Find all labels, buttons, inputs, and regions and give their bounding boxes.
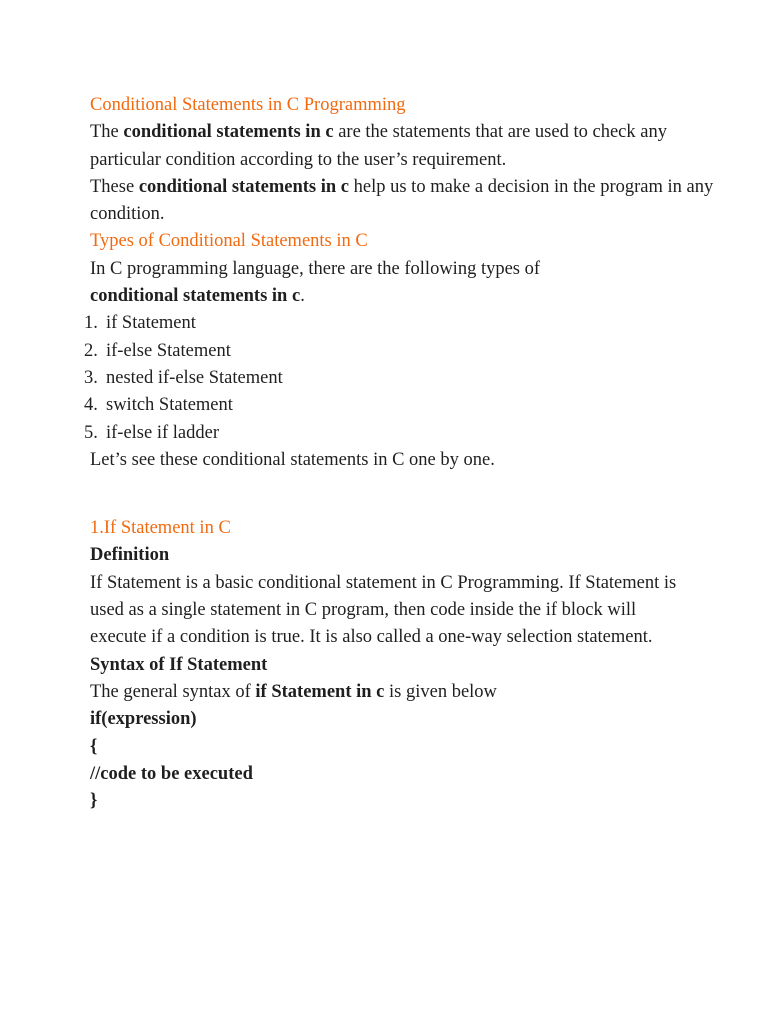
definition-label-text: Definition <box>90 545 170 566</box>
section-spacer <box>90 474 730 515</box>
list-item-label: if-else if ladder <box>106 422 219 443</box>
intro-p2-text-a: These <box>90 176 139 197</box>
definition-label <box>90 542 730 569</box>
syntax-lead-text-c: is given below <box>384 681 497 702</box>
list-item-number: 1. <box>84 313 98 334</box>
list-item-number: 2. <box>84 340 98 361</box>
list-item-label: if-else Statement <box>106 340 231 361</box>
code-line: if(expression) <box>90 709 197 730</box>
intro-p1-text-a: The <box>90 122 124 143</box>
types-lead <box>90 256 560 311</box>
types-lead-bold: conditional statements in c <box>90 286 301 307</box>
definition-paragraph: If Statement is a basic conditional statement in C Programming. If Statement is used as a single statement in C program, then code inside the if block will execute if a condition is true. It is also called a one-way selection statement. <box>90 572 677 648</box>
syntax-label-text: Syntax of If Statement <box>90 654 268 675</box>
code-line: { <box>90 736 98 757</box>
list-item <box>84 310 730 337</box>
intro-heading: Conditional Statements in C Programming <box>90 95 406 115</box>
if-section-heading: 1.If Statement in C <box>90 518 231 539</box>
intro-paragraph-2 <box>90 174 730 229</box>
list-item <box>84 392 730 419</box>
intro-p1-text-c: are the statements that are used to check any particular condition according to the user’s requirement. <box>90 122 667 170</box>
code-line: //code to be executed <box>90 763 253 784</box>
list-item <box>84 365 730 392</box>
syntax-lead-text-a: The general syntax of <box>90 681 256 702</box>
types-list <box>84 310 730 446</box>
list-item <box>84 338 730 365</box>
list-item-label: nested if-else Statement <box>106 367 283 388</box>
syntax-lead-bold: if Statement in c <box>255 681 385 702</box>
list-item-number: 5. <box>84 422 98 443</box>
intro-p2-text-c: help us to make a decision in the program in any condition. <box>90 176 714 225</box>
types-lead-text-a: In C programming language, there are the following types of <box>90 258 541 279</box>
code-line: } <box>90 791 98 812</box>
types-lead-text-c: . <box>300 286 305 307</box>
syntax-lead <box>90 679 730 706</box>
types-heading: Types of Conditional Statements in C <box>90 231 368 252</box>
list-item-number: 4. <box>84 395 98 416</box>
list-item-label: switch Statement <box>106 395 233 416</box>
intro-p1-bold: conditional statements in c <box>123 122 334 143</box>
syntax-label <box>90 652 730 679</box>
types-outro: Let’s see these conditional statements in C one by one. <box>90 449 495 470</box>
list-item <box>84 420 730 447</box>
intro-paragraph-1 <box>90 119 730 174</box>
list-item-label: if Statement <box>106 313 196 334</box>
list-item-number: 3. <box>84 367 98 388</box>
intro-p2-bold: conditional statements in c <box>138 176 349 197</box>
document-page <box>84 92 730 815</box>
